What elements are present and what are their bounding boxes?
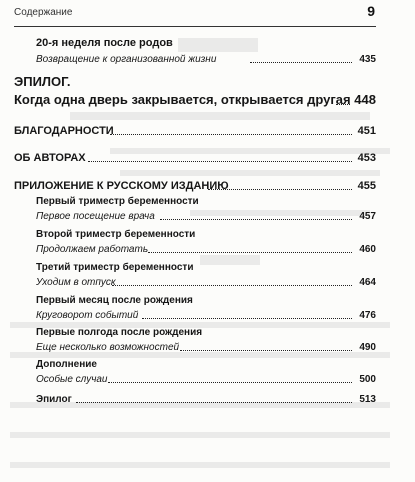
toc-page-number: 448	[354, 92, 376, 107]
toc-heading-epilogue: ЭПИЛОГ.	[14, 74, 71, 89]
toc-heading-second-trimester: Второй триместр беременности	[36, 229, 196, 240]
toc-subtitle: Возвращение к организованной жизни	[36, 54, 217, 65]
toc-entry-second-trimester[interactable]	[36, 241, 376, 255]
toc-title: БЛАГОДАРНОСТИ	[14, 125, 114, 137]
toc-subtitle: Продолжаем работать	[36, 244, 149, 255]
toc-entry-appendix[interactable]	[14, 176, 376, 192]
toc-entry-first-half-year[interactable]	[36, 339, 376, 353]
header-rule	[14, 26, 376, 27]
toc-subtitle: Особые случаи	[36, 374, 108, 385]
toc-page-number: 500	[359, 374, 376, 385]
dot-leader	[112, 285, 352, 286]
dot-leader	[208, 189, 352, 190]
toc-title: ОБ АВТОРАХ	[14, 152, 86, 164]
toc-heading-third-trimester: Третий триместр беременности	[36, 262, 194, 273]
toc-entry-week-20[interactable]	[36, 51, 376, 65]
toc-heading-first-half-year: Первые полгода после рождения	[36, 327, 203, 338]
toc-page-number: 455	[357, 180, 376, 192]
toc-page-number: 464	[359, 277, 376, 288]
toc-page-number: 457	[359, 211, 376, 222]
toc-heading-first-trimester: Первый триместр беременности	[36, 196, 199, 207]
dot-leader	[336, 104, 350, 105]
dot-leader	[76, 402, 352, 403]
toc-page-number: 460	[359, 244, 376, 255]
toc-page-number: 435	[359, 54, 376, 65]
toc-page-number: 476	[359, 310, 376, 321]
toc-page-number: 453	[357, 152, 376, 164]
dot-leader	[88, 161, 352, 162]
toc-entry-appendix-epilogue[interactable]	[36, 390, 376, 405]
toc-entry-first-trimester[interactable]	[36, 208, 376, 222]
dot-leader	[142, 318, 352, 319]
dot-leader	[148, 252, 352, 253]
toc-entry-acknowledgements[interactable]	[14, 121, 376, 137]
dot-leader	[108, 382, 352, 383]
toc-page-number: 490	[359, 342, 376, 353]
toc-heading-supplement: Дополнение	[36, 359, 97, 370]
dot-leader	[250, 62, 352, 63]
toc-heading-week-20: 20-я неделя после родов	[36, 37, 173, 49]
dot-leader	[160, 219, 352, 220]
toc-subtitle: Уходим в отпуск	[36, 277, 116, 288]
toc-entry-third-trimester[interactable]	[36, 274, 376, 288]
toc-entry-first-month[interactable]	[36, 307, 376, 321]
toc-subtitle: Еще несколько возможностей	[36, 342, 180, 353]
toc-subtitle: Когда одна дверь закрывается, открывается другая	[14, 92, 351, 107]
toc-entry-epilogue[interactable]	[14, 90, 376, 107]
toc-subtitle: Круговорот событий	[36, 310, 139, 321]
dot-leader	[110, 134, 352, 135]
toc-page-number: 451	[357, 125, 376, 137]
page-header	[0, 0, 415, 26]
toc-entry-about-authors[interactable]	[14, 148, 376, 164]
toc-entry-supplement[interactable]	[36, 371, 376, 385]
toc-subtitle: Первое посещение врача	[36, 211, 155, 222]
dot-leader	[180, 350, 352, 351]
toc-page-number: 513	[359, 394, 376, 405]
page-number: 9	[367, 3, 375, 19]
toc-title: ПРИЛОЖЕНИЕ К РУССКОМУ ИЗДАНИЮ	[14, 180, 229, 192]
toc-title: Эпилог	[36, 394, 72, 405]
running-head: Содержание	[14, 7, 73, 18]
toc-heading-first-month: Первый месяц после рождения	[36, 295, 193, 306]
